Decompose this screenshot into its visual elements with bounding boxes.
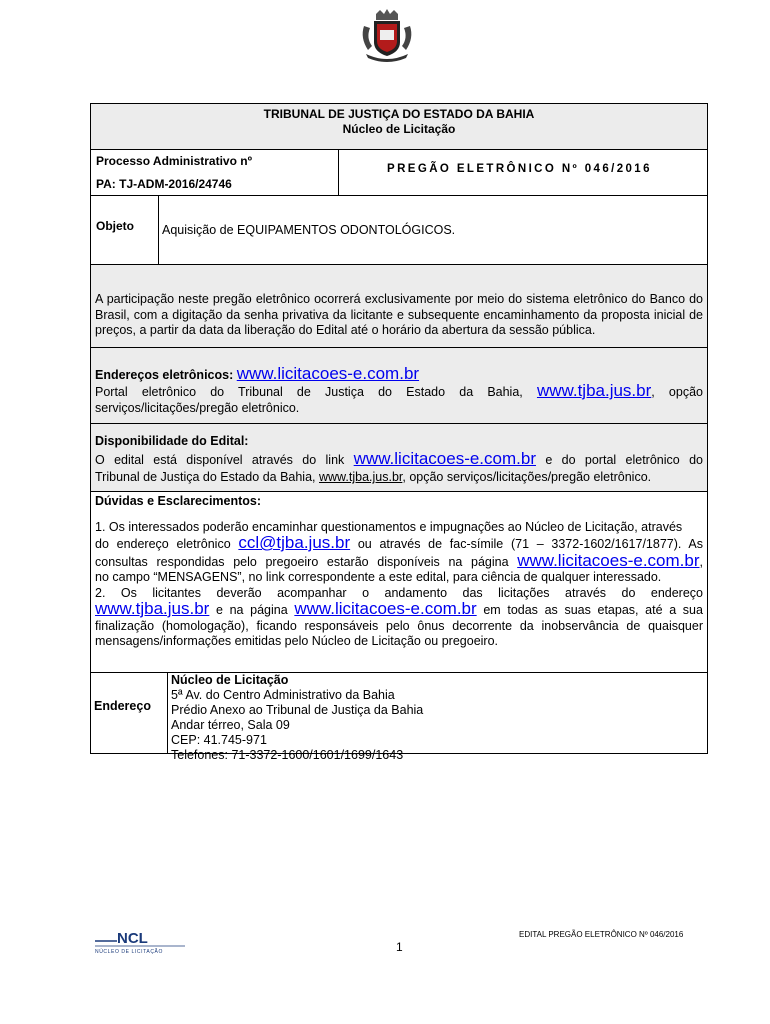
pregao-number: PREGÃO ELETRÔNICO Nº 046/2016 — [387, 163, 652, 175]
section-title: Núcleo de Licitação — [342, 122, 456, 136]
title-row — [91, 104, 707, 150]
objeto-text: Aquisição de EQUIPAMENTOS ODONTOLÓGICOS. — [162, 223, 456, 237]
ncl-logo-subtitle: NÚCLEO DE LICITAÇÃO — [95, 949, 163, 954]
coat-of-arms-icon — [356, 8, 418, 64]
duvidas-row — [91, 492, 707, 673]
disponibilidade-text: O edital está disponível através do link — [95, 453, 345, 467]
enderecos-row — [91, 348, 707, 424]
participacao-text: A participação neste pregão eletrônico ocorrerá exclusivamente por meio do sistema eletrônico do Banco do Brasil, com a digitação da senha privativa da licitante e subsequente encaminhamento da proposta inicial de preços, a partir da data da liberação do Edital até o horário da abertura da sessão pública. — [95, 292, 703, 337]
duvidas-p1-c: consultas respondidas pelo pregoeiro estarão disponíveis na página — [95, 554, 509, 569]
duvidas-p1-b: do endereço eletrônico — [95, 537, 231, 551]
servicos-text: serviços/licitações/pregão eletrônico. — [95, 401, 300, 415]
email-link[interactable]: ccl@tjba.jus.br — [238, 533, 351, 552]
page-number: 1 — [396, 940, 403, 954]
endereco-label: Endereço — [91, 673, 168, 753]
endereco-row — [91, 673, 707, 762]
disponibilidade-line2: Tribunal de Justiça do Estado da Bahia, — [95, 470, 316, 484]
endereco-line: Prédio Anexo ao Tribunal de Justiça da Bahia — [171, 703, 424, 717]
processo-row — [91, 150, 707, 196]
court-title: TRIBUNAL DE JUSTIÇA DO ESTADO DA BAHIA — [263, 107, 535, 121]
licitacoes-link[interactable]: www.licitacoes-e.com.br — [517, 550, 700, 570]
ncl-logo-text: NCL — [117, 930, 148, 947]
disponibilidade-label: Disponibilidade do Edital: — [95, 434, 249, 448]
licitacoes-link[interactable]: www.licitacoes-e.com.br — [236, 364, 420, 383]
processo-label: Processo Administrativo nº — [96, 154, 252, 168]
disponibilidade-line2-post: , opção serviços/licitações/pregão eletrônico. — [402, 470, 652, 484]
licitacoes-link[interactable]: www.licitacoes-e.com.br — [353, 449, 536, 468]
enderecos-label: Endereços eletrônicos: — [95, 368, 234, 382]
tjba-link[interactable]: www.tjba.jus.br — [95, 599, 210, 618]
processo-cell — [91, 150, 339, 195]
duvidas-p2-post: em todas as suas etapas, até a sua — [483, 603, 703, 617]
disponibilidade-row — [91, 424, 707, 492]
endereco-line: CEP: 41.745-971 — [171, 733, 267, 747]
tjba-link-small[interactable]: www.tjba.jus.br — [319, 470, 403, 484]
duvidas-label: Dúvidas e Esclarecimentos: — [95, 494, 262, 508]
licitacoes-link[interactable]: www.licitacoes-e.com.br — [294, 599, 477, 618]
endereco-line: Andar térreo, Sala 09 — [171, 718, 290, 732]
opcao-text: , opção — [651, 385, 703, 399]
endereco-line: Núcleo de Licitação — [171, 673, 289, 687]
endereco-line: 5ª Av. do Centro Administrativo da Bahia — [171, 688, 395, 702]
duvidas-p1-a: 1. Os interessados poderão encaminhar questionamentos e impugnações ao Núcleo de Licitação, através — [95, 519, 683, 534]
objeto-row — [91, 196, 707, 265]
duvidas-p2-c: finalização (homologação), ficando responsáveis pelo ônus decorrente da inobservância de quaisquer mensagens/informações emitidas pelo Núcleo de Licitação ou pregoeiro. — [95, 618, 703, 648]
ncl-logo — [95, 928, 185, 954]
participacao-row — [91, 265, 707, 348]
duvidas-p2-a: 2. Os licitantes deverão acompanhar o andamento das licitações através do endereço — [95, 585, 703, 600]
duvidas-p2-mid: e na página — [215, 603, 288, 617]
portal-text: Portal eletrônico do Tribunal de Justiça do Estado da Bahia, — [95, 385, 523, 399]
duvidas-p1-d: no campo “MENSAGENS”, no link correspondente a este edital, para ciência de qualquer interessado. — [95, 570, 662, 584]
objeto-label: Objeto — [91, 196, 159, 264]
endereco-block — [168, 673, 707, 762]
disponibilidade-mid: e do portal eletrônico do — [545, 453, 703, 467]
duvidas-p1-b-post: ou através de fac-símile (71 – 3372-1602/1617/1877). As — [357, 537, 703, 551]
edital-table — [90, 103, 708, 762]
duvidas-p1-c-post: , — [699, 554, 703, 569]
processo-number: PA: TJ-ADM-2016/24746 — [96, 177, 232, 191]
endereco-line: Telefones: 71-3372-1600/1601/1699/1643 — [171, 748, 404, 762]
tjba-link[interactable]: www.tjba.jus.br — [536, 381, 652, 400]
footer-edital: EDITAL PREGÃO ELETRÔNICO Nº 046/2016 — [519, 930, 684, 939]
